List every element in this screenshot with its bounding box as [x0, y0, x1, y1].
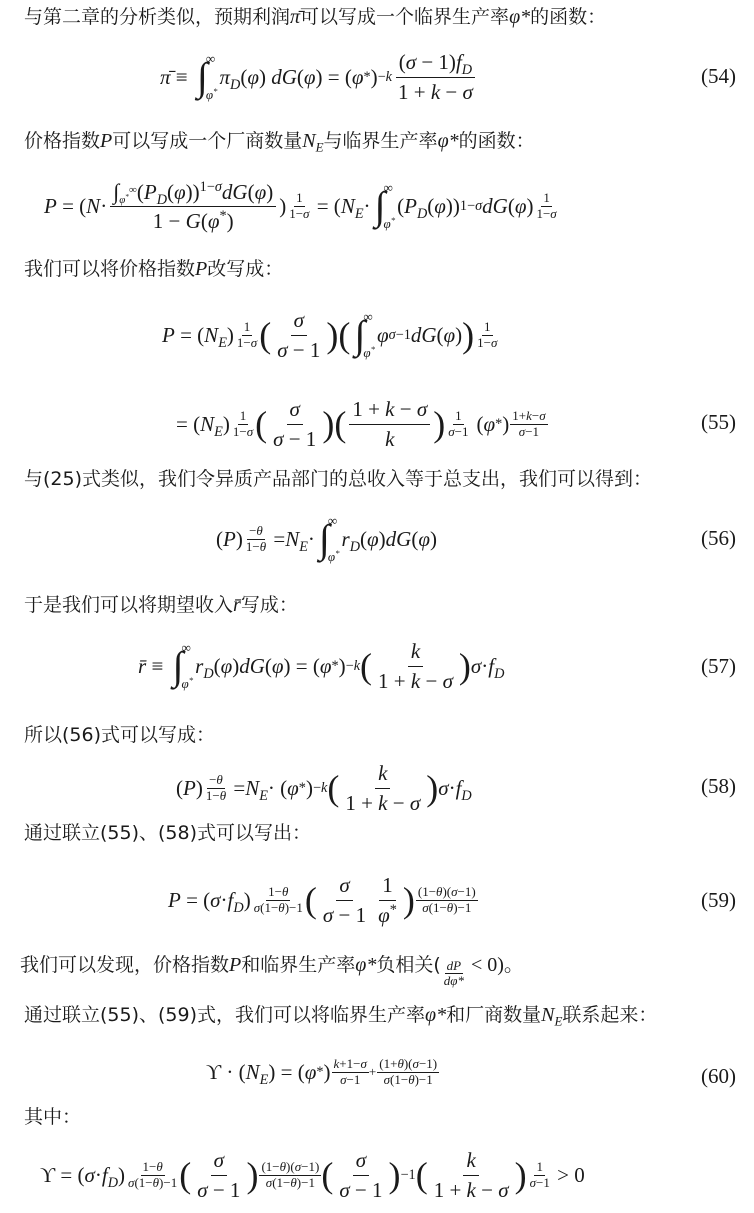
- symbol: N: [302, 130, 316, 152]
- text: 于是我们可以将期望收入: [24, 594, 234, 616]
- paragraph-combine-55-59: [24, 1002, 744, 1028]
- text: 负相关(: [376, 954, 441, 976]
- equation-number: (59): [701, 888, 736, 912]
- symbol: φ*: [425, 1004, 447, 1026]
- text: 改写成：: [207, 258, 284, 280]
- text: 联系起来：: [562, 1004, 658, 1026]
- paragraph-combine-55-58: [24, 820, 744, 846]
- numerator: dP: [446, 957, 462, 973]
- paragraph-price-index: [24, 128, 744, 154]
- subscript: E: [315, 139, 324, 155]
- equation-58: [0, 756, 754, 820]
- equation-body: π̄ ≡ ∫ ∞ φ* $\pi_D$ ( φ ) dG ( φ ) = ( φ * ) −k $\frac{(\sigma - 1)f_D}{1 + k - \sigma}$: [160, 44, 479, 110]
- symbol: P: [195, 258, 208, 280]
- text: 通过联立(55)、(58)式可以写出：: [24, 822, 312, 844]
- symbol: φ*: [509, 6, 531, 28]
- paragraph-rewrite-56: [24, 722, 744, 748]
- symbol: r̄: [233, 594, 241, 616]
- text: 可以写成一个厂商数量: [112, 130, 303, 152]
- text: 我们可以发现，价格指数: [20, 954, 230, 976]
- symbol: φ*: [355, 954, 377, 976]
- text: 和厂商数量: [446, 1004, 542, 1026]
- text: 与临界生产率: [323, 130, 438, 152]
- equation-body: ( P ) −θ 1−θ = $N_E$ · ( φ * ) −k ( $\frac{k}{1 + k - \sigma}$ ) σ · $f_D$: [176, 761, 472, 815]
- equation-number: (54): [701, 64, 736, 88]
- equation-body: P = ( $N_E$ ) 1 1−σ ( $\frac{\sigma}{\sigma - 1}$ ) ( ∫ ∞ φ* φ σ−1 dG ( φ ) ) 1 1−σ: [162, 308, 498, 362]
- text: 所以(56)式可以写成：: [24, 724, 216, 746]
- symbol: φ*: [437, 130, 459, 152]
- derivative-fraction: [442, 959, 466, 989]
- equation-number: (57): [701, 654, 736, 678]
- equation-54: [0, 44, 754, 110]
- symbol: P: [100, 130, 113, 152]
- text: 通过联立(55)、(59)式，我们可以将临界生产率: [24, 1004, 426, 1026]
- symbol: π̄: [290, 6, 301, 28]
- equation-body: P = ( N · $\frac{\int_{\varphi^*}^\infty(P_D(\varphi))^{1-\sigma}dG(\varphi)}{1 - G(\varphi^*)}$ ) 1 1−σ = ( $N_E$ · ∫ ∞ φ* ( $P_D$ ( φ )) 1−σ dG ( φ ) 1 1−σ: [44, 178, 557, 234]
- paragraph-expected-revenue: [24, 592, 744, 618]
- text: 的函数：: [458, 130, 535, 152]
- text: 我们可以将价格指数: [24, 258, 196, 280]
- equation-upsilon-definition: [0, 1140, 754, 1210]
- paragraph-income-equals-expenditure: [24, 466, 744, 492]
- equation-number: (58): [701, 774, 736, 798]
- equation-price-index-definition: [0, 166, 754, 246]
- symbol: N: [541, 1004, 555, 1026]
- equation-number: (55): [701, 410, 736, 434]
- paragraph-expected-profit: [24, 4, 744, 30]
- text: 与(25)式类似，我们令异质产品部门的总收入等于总支出，我们可以得到：: [24, 468, 653, 490]
- text: 其中：: [24, 1106, 82, 1128]
- text: < 0)。: [465, 954, 524, 976]
- equation-body: ( P ) −θ 1−θ = $N_E$ · ∫ ∞ φ* $r_D$ ( φ ) dG ( φ ): [216, 513, 437, 564]
- text: 可以写成一个临界生产率: [300, 6, 510, 28]
- symbol: P: [229, 954, 242, 976]
- equation-56: [0, 504, 754, 574]
- equation-55: [0, 386, 754, 462]
- text: 价格指数: [24, 130, 101, 152]
- paragraph-rewrite-price-index: [24, 256, 744, 282]
- text: 的函数：: [530, 6, 607, 28]
- equation-number: (56): [701, 526, 736, 550]
- text: 和临界生产率: [241, 954, 356, 976]
- paragraph-where: [24, 1104, 744, 1130]
- equation-60: [0, 1040, 754, 1104]
- equation-57: [0, 630, 754, 702]
- equation-body: ϒ · ( $N_E$ ) = ( φ * ) k+1−σ σ−1 + $\frac{(1+\theta)(\sigma-1)}{\sigma(1-\theta)-1}$: [206, 1056, 438, 1088]
- denominator: dφ*: [443, 973, 464, 988]
- equation-price-index-rewrite-line1: [0, 292, 754, 378]
- equation-number: (60): [701, 1064, 736, 1088]
- equation-body: r̄ ≡ ∫ ∞ φ* $r_D$ ( φ ) dG ( φ ) = ( φ * ) −k ( $\frac{k}{1 + k - \sigma}$ ) σ · $f_D$: [138, 639, 505, 693]
- equation-body: P = ( σ · $f_D$ ) 1−θ σ(1−θ)−1 ( $\frac{\sigma}{\sigma - 1}$ $\frac{1}{\varphi^*}$ ) (1−θ)(σ−1) σ(1−θ)−1: [168, 873, 476, 927]
- text: 写成：: [240, 594, 298, 616]
- equation-59: [0, 858, 754, 942]
- paragraph-negative-correlation: [20, 952, 744, 988]
- equation-body: ϒ = ( σ · $f_D$ ) 1−θ σ(1−θ)−1 ( $\frac{\sigma}{\sigma - 1}$ ) (1−θ)(σ−1) σ(1−θ)−1 ( $\frac{\sigma}{\sigma - 1}$ ) −1 ( $\frac{k}{1 + k - \sigma}$ ) 1 σ−1 > 0: [40, 1148, 585, 1202]
- subscript: E: [554, 1013, 563, 1029]
- equation-body: = ( $N_E$ ) 1 1−σ ( $\frac{\sigma}{\sigma - 1}$ ) ( $\frac{1 + k - \sigma}{k}$ ) 1 σ−1 ( φ * ) 1+k−σ σ−1: [176, 397, 546, 451]
- text: 与第二章的分析类似，预期利润: [24, 6, 291, 28]
